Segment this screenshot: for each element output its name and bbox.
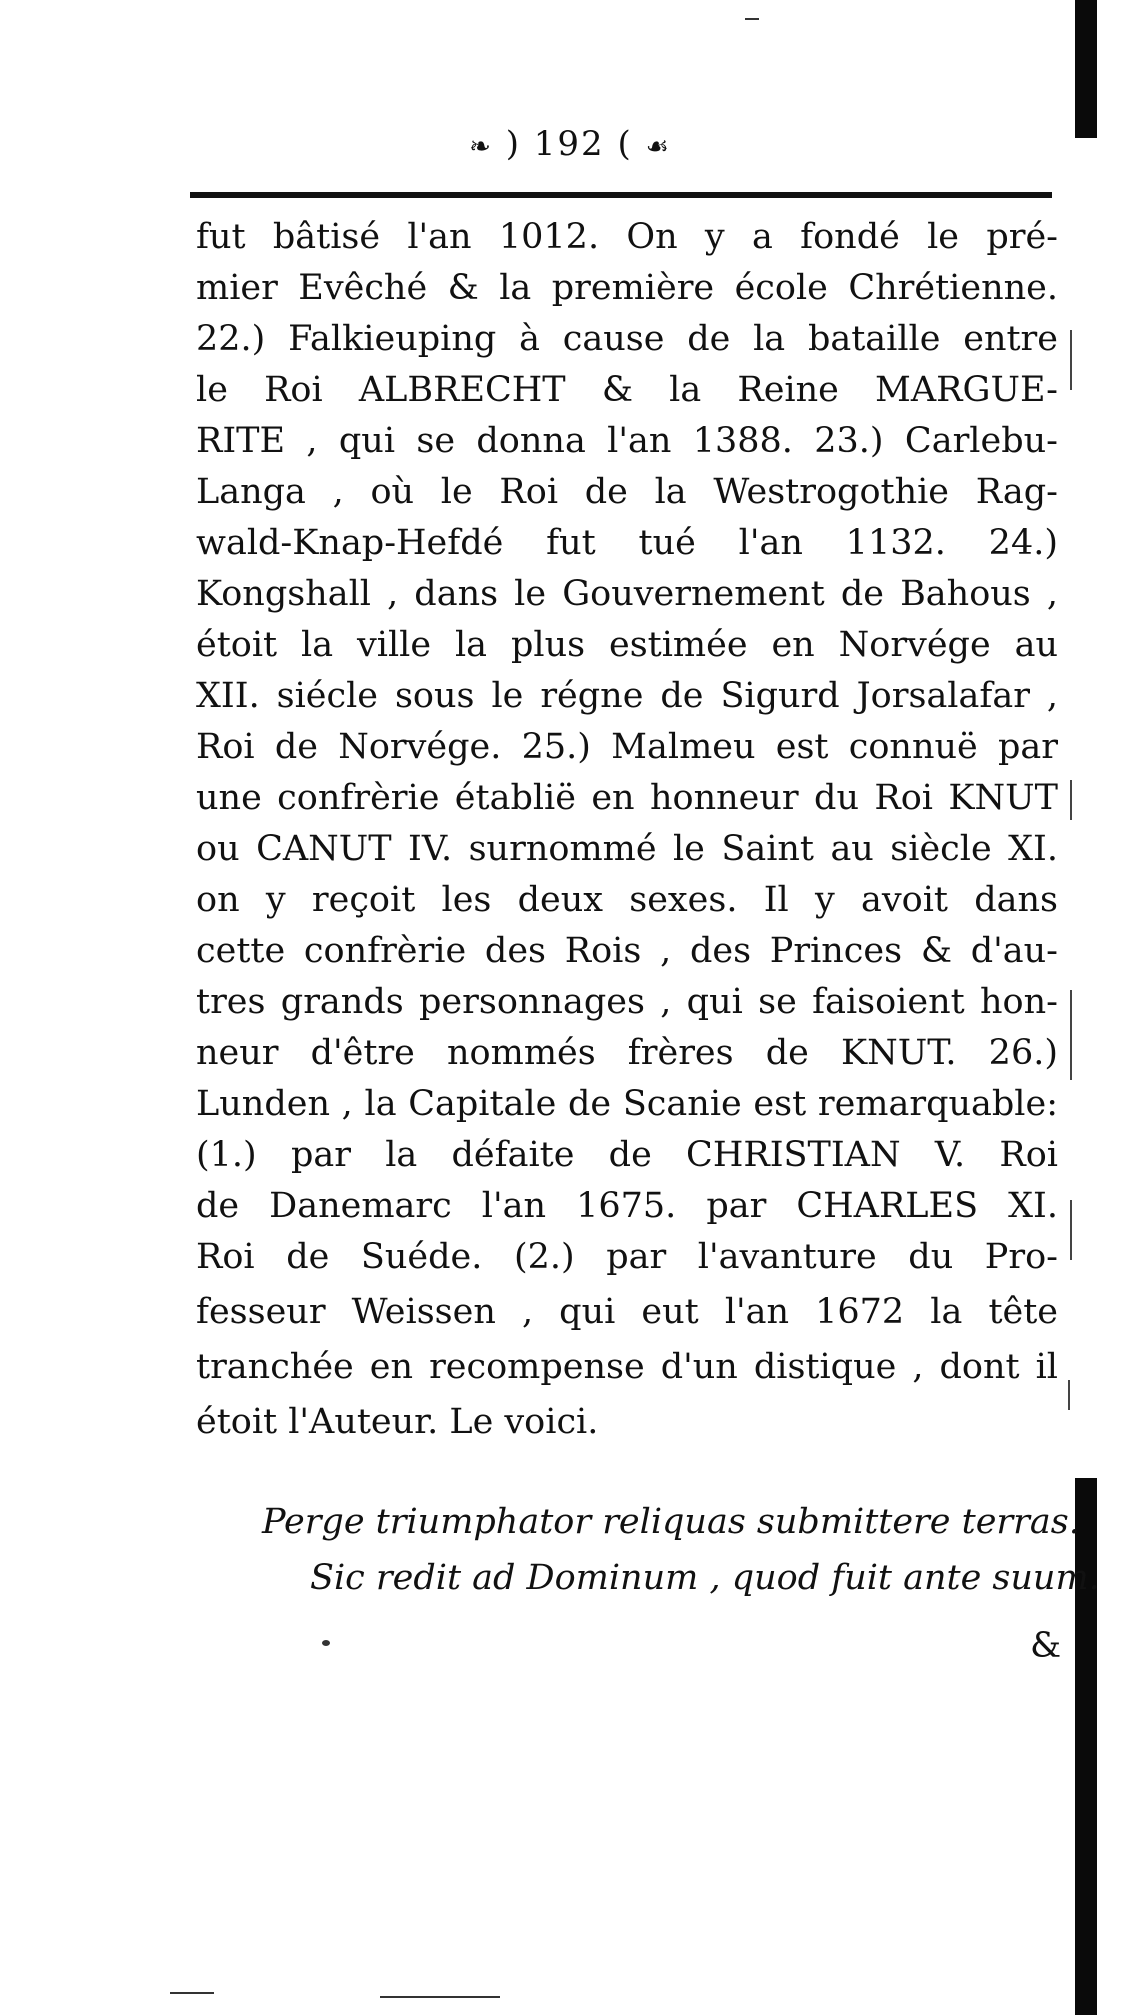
text-line: XII. siécle sous le régne de Sigurd Jorsalafar , bbox=[196, 676, 1058, 716]
text-line: neur d'être nommés frères de KNUT. 26.) bbox=[196, 1033, 1058, 1073]
text-line: Kongshall , dans le Gouvernement de Bahous , bbox=[196, 574, 1058, 614]
right-ornament-icon: ☙ bbox=[645, 132, 671, 162]
text-line: Roi de Suéde. (2.) par l'avanture du Pro- bbox=[196, 1237, 1058, 1277]
text-line: fesseur Weissen , qui eut l'an 1672 la tête bbox=[196, 1292, 1058, 1332]
text-line: étoit l'Auteur. Le voici. bbox=[196, 1402, 599, 1442]
page-header bbox=[0, 124, 1140, 164]
text-line: cette confrèrie des Rois , des Princes & d'au- bbox=[196, 931, 1058, 971]
page-number: ) 192 ( bbox=[505, 124, 633, 164]
text-line: tranchée en recompense d'un distique , dont il bbox=[196, 1347, 1058, 1387]
verse-line-1: Perge triumphator reliquas submittere terras. bbox=[262, 1502, 1080, 1542]
ink-speck bbox=[322, 1640, 330, 1646]
text-line: (1.) par la défaite de CHRISTIAN V. Roi bbox=[196, 1135, 1058, 1175]
text-line: Lunden , la Capitale de Scanie est remarquable: bbox=[196, 1084, 1058, 1124]
scan-edge-mark bbox=[1070, 1200, 1072, 1260]
text-line: tres grands personnages , qui se faisoient hon- bbox=[196, 982, 1058, 1022]
scan-edge-mark bbox=[1068, 1380, 1070, 1410]
text-line: le Roi ALBRECHT & la Reine MARGUE- bbox=[196, 370, 1058, 410]
scan-mark bbox=[380, 1996, 500, 1998]
text-line: Langa , où le Roi de la Westrogothie Rag- bbox=[196, 472, 1058, 512]
text-line: une confrèrie établië en honneur du Roi KNUT bbox=[196, 778, 1058, 818]
scan-mark bbox=[745, 18, 759, 20]
scan-edge-mark bbox=[1070, 780, 1072, 820]
scan-mark bbox=[170, 1992, 214, 1994]
scan-edge-mark bbox=[1070, 990, 1072, 1080]
header-rule bbox=[190, 192, 1052, 198]
text-line: étoit la ville la plus estimée en Norvége au bbox=[196, 625, 1058, 665]
verse-line-2: Sic redit ad Dominum , quod fuit ante suum. bbox=[310, 1558, 1100, 1598]
text-line: 22.) Falkieuping à cause de la bataille entre bbox=[196, 319, 1058, 359]
text-line: Roi de Norvége. 25.) Malmeu est connuë par bbox=[196, 727, 1058, 767]
text-line: on y reçoit les deux sexes. Il y avoit dans bbox=[196, 880, 1058, 920]
scan-edge-mark bbox=[1070, 330, 1072, 390]
text-line: fut bâtisé l'an 1012. On y a fondé le pré- bbox=[196, 217, 1058, 257]
text-line: RITE , qui se donna l'an 1388. 23.) Carlebu- bbox=[196, 421, 1058, 461]
catchword: & bbox=[1030, 1626, 1062, 1666]
text-line: wald-Knap-Hefdé fut tué l'an 1132. 24.) bbox=[196, 523, 1058, 563]
scan-edge-shadow-top bbox=[1075, 0, 1097, 138]
body-text bbox=[196, 212, 1058, 1452]
text-line: de Danemarc l'an 1675. par CHARLES XI. bbox=[196, 1186, 1058, 1226]
text-line: ou CANUT IV. surnommé le Saint au siècle XI. bbox=[196, 829, 1058, 869]
left-ornament-icon: ❧ bbox=[469, 132, 493, 162]
text-line: mier Evêché & la première école Chrétienne. bbox=[196, 268, 1058, 308]
